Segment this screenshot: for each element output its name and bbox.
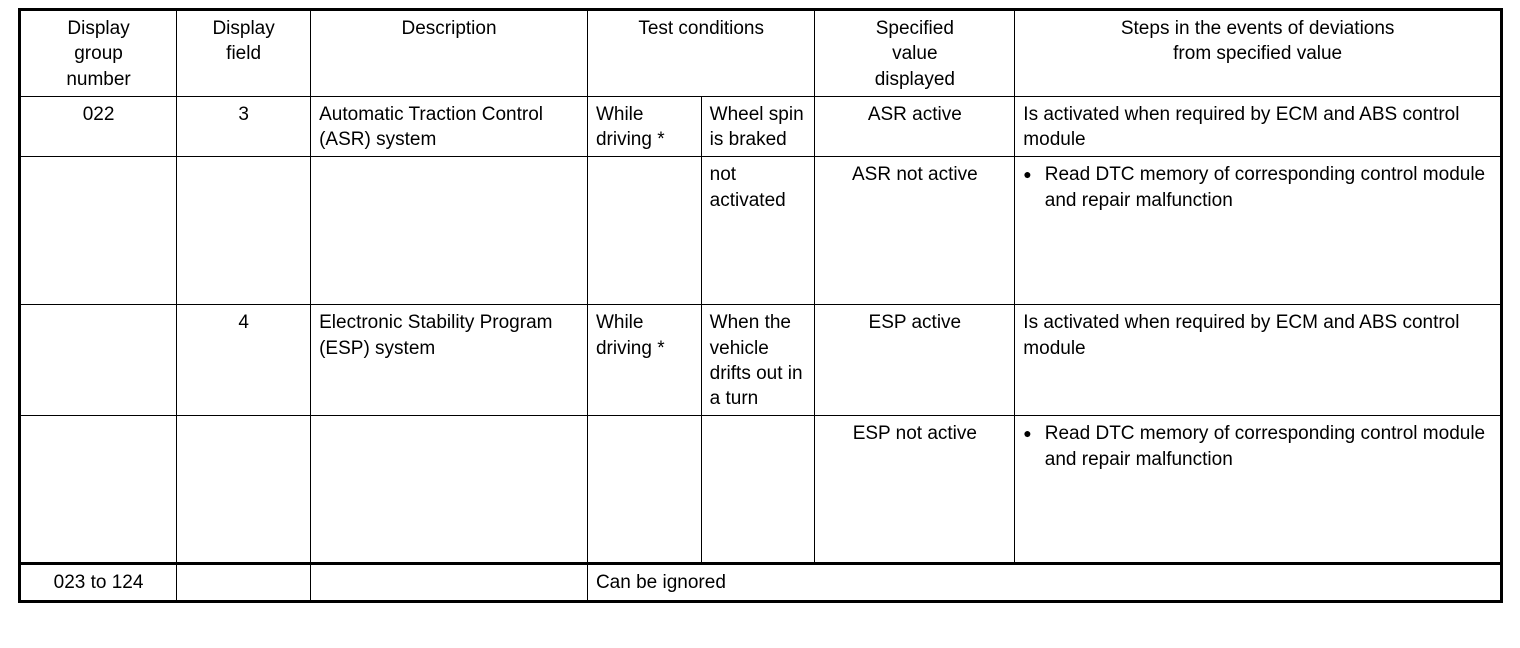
cell-specified-value: ESP active — [815, 305, 1015, 416]
table-body — [20, 96, 1502, 601]
cell-test-condition-left — [587, 157, 701, 305]
table-row — [20, 416, 1502, 564]
cell-display-field — [177, 416, 311, 564]
table-row — [20, 96, 1502, 157]
cell-description — [311, 416, 588, 564]
cell-test-condition-left: While driving * — [587, 305, 701, 416]
cell-steps — [1015, 416, 1502, 564]
cell-steps: Is activated when required by ECM and ABS control module — [1015, 96, 1502, 157]
cell-test-condition-right: When the vehicle drifts out in a turn — [701, 305, 815, 416]
cell-display-group-number: 022 — [20, 96, 177, 157]
cell-display-field: 4 — [177, 305, 311, 416]
table-header — [20, 10, 1502, 97]
diagnostic-display-group-table — [18, 8, 1503, 603]
cell-specified-value: ASR active — [815, 96, 1015, 157]
column-header-test-conditions: Test conditions — [587, 10, 814, 97]
cell-display-group-number — [20, 305, 177, 416]
cell-test-condition-left — [587, 416, 701, 564]
table-row — [20, 305, 1502, 416]
column-header-display-field: Display field — [177, 10, 311, 97]
cell-steps: Is activated when required by ECM and ABS control module — [1015, 305, 1502, 416]
cell-display-group-number: 023 to 124 — [20, 564, 177, 601]
cell-specified-value: ESP not active — [815, 416, 1015, 564]
bullet-item — [1023, 162, 1492, 213]
table-footer-row — [20, 564, 1502, 601]
bullet-text: Read DTC memory of corresponding control module and repair malfunction — [1044, 164, 1486, 211]
cell-display-field — [177, 564, 311, 601]
column-header-steps: Steps in the events of deviations from specified value — [1015, 10, 1502, 97]
column-header-display-group-number: Display group number — [20, 10, 177, 97]
cell-ignored-note: Can be ignored — [587, 564, 1501, 601]
cell-display-field: 3 — [177, 96, 311, 157]
cell-display-group-number — [20, 416, 177, 564]
cell-description: Automatic Traction Control (ASR) system — [311, 96, 588, 157]
cell-test-condition-left: While driving * — [587, 96, 701, 157]
bullet-text: Read DTC memory of corresponding control module and repair malfunction — [1044, 423, 1486, 470]
cell-test-condition-right: not activated — [701, 157, 815, 305]
cell-test-condition-right: Wheel spin is braked — [701, 96, 815, 157]
cell-steps — [1015, 157, 1502, 305]
cell-description: Electronic Stability Program (ESP) system — [311, 305, 588, 416]
bullet-item — [1023, 421, 1492, 472]
cell-description — [311, 157, 588, 305]
cell-display-group-number — [20, 157, 177, 305]
table-row — [20, 157, 1502, 305]
bullet-dot-icon: ● — [1023, 425, 1032, 442]
bullet-dot-icon: ● — [1023, 166, 1032, 183]
cell-test-condition-right — [701, 416, 815, 564]
column-header-specified-value: Specified value displayed — [815, 10, 1015, 97]
cell-display-field — [177, 157, 311, 305]
column-header-description: Description — [311, 10, 588, 97]
table-header-row — [20, 10, 1502, 97]
cell-specified-value: ASR not active — [815, 157, 1015, 305]
cell-description — [311, 564, 588, 601]
